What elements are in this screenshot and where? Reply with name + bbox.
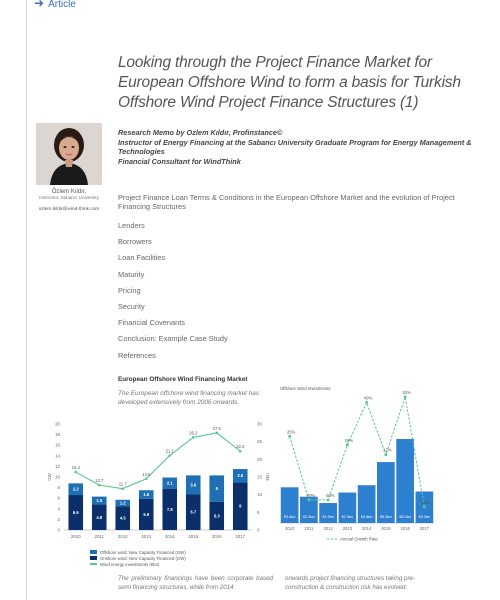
bar-label-onshore: 4.8 — [96, 514, 103, 520]
bar-label-onshore: 6.7 — [190, 509, 197, 515]
x-tick-label: 2015 — [188, 534, 199, 539]
section-description: The European offshore wind financing market has developed extensively from 2006 onwards. — [118, 390, 260, 406]
x-tick-label: 2011 — [94, 534, 104, 539]
x-tick-label: 2015 — [381, 526, 391, 531]
x-tick-label: 2012 — [323, 526, 333, 531]
toc-item: Loan Facilities — [118, 253, 166, 263]
x-tick-label: 2014 — [361, 526, 372, 531]
y-tick-label: 2 — [57, 516, 60, 522]
line-label: 49% — [364, 395, 373, 401]
x-tick-label: 2017 — [235, 534, 246, 539]
y2-tick-label: 15 — [257, 474, 262, 480]
bar-label: €5.8bn — [380, 515, 392, 519]
y2-tick-label: 30 — [257, 421, 262, 427]
line-label: 19% — [344, 437, 353, 443]
intro-paragraph: Project Finance Loan Terms & Conditions in the European Offshore Market and the evolution of Project Financing Structures — [118, 193, 455, 212]
toc-item: Maturity — [118, 269, 145, 279]
author-photo — [36, 123, 102, 185]
bar-label-offshore: 1.6 — [143, 491, 150, 497]
portrait-image — [36, 123, 102, 185]
y2-tick-label: 10 — [257, 492, 262, 498]
bar-label-offshore: 2.5 — [237, 473, 244, 479]
x-tick-label: 2017 — [419, 526, 430, 531]
author-role: Instructor, Sabancı University — [39, 195, 99, 200]
legend-item — [90, 561, 276, 567]
line-label: 12.7 — [95, 478, 104, 484]
x-tick-label: 2010 — [284, 526, 295, 531]
bar-label: €3.0bn — [418, 515, 431, 519]
bar-label: €2.9bn — [341, 515, 354, 519]
y-axis-label: GW — [47, 473, 52, 481]
line-point — [192, 436, 195, 439]
line-point — [239, 450, 242, 453]
y2-tick-label: 0 — [257, 527, 260, 533]
line-point — [288, 435, 291, 438]
chart-offshore-svg — [272, 384, 434, 574]
line-point — [168, 454, 171, 457]
bar-label: €3.4bn — [283, 515, 296, 519]
y-tick-label: 18 — [55, 432, 60, 438]
header-article-label — [34, 0, 76, 10]
bar-label-offshore: 2.1 — [166, 480, 173, 486]
legend-label: Wind energy investments (€bn) — [100, 561, 160, 567]
y-tick-label: 14 — [55, 453, 60, 459]
legend-label: Offshore wind: New Capacity Financed (GW) — [100, 549, 186, 555]
chart1-legend — [90, 549, 276, 567]
bar-label-offshore: 1.2 — [119, 500, 126, 506]
author-name: Özlem Kıldır, — [51, 189, 87, 195]
y-tick-label: 20 — [55, 421, 60, 427]
bar-label-offshore: 2.2 — [72, 486, 79, 492]
bar-label-onshore: 9 — [239, 503, 242, 509]
line-label: 12% — [383, 447, 392, 453]
line-point — [327, 499, 330, 502]
line-point — [121, 487, 124, 490]
toc-item: Security — [118, 301, 145, 311]
memo-block — [118, 128, 488, 166]
line-label: 16.4 — [71, 465, 80, 471]
author-email[interactable]: ozlem.kildir@wind-think.com — [38, 207, 100, 212]
memo-line-1: Research Memo by Ozlem Kıldır, Profinstance© — [118, 128, 283, 137]
x-tick-label: 2012 — [117, 534, 128, 539]
y-tick-label: 12 — [55, 463, 60, 469]
line-label: 22.3 — [236, 444, 245, 450]
line-label: -20% — [324, 492, 335, 498]
article-title: Looking through the Project Finance Market for European Offshore Wind to form a basis for Turkish Offshore Wind Project Finance Structures (1) — [118, 54, 461, 111]
y2-tick-label: 20 — [257, 456, 262, 462]
bar-investment — [396, 439, 414, 523]
body-text-left: The preliminary financings have been corporate based semi financing structures, while from 2014 — [118, 575, 273, 591]
bar-label-onshore: 7.8 — [166, 506, 173, 512]
toc-item: Lenders — [118, 221, 145, 230]
y-tick-label: 10 — [55, 474, 60, 480]
line-point — [74, 471, 77, 474]
toc-item: Financial Covenants — [118, 318, 185, 328]
bar-label-offshore: 5 — [215, 486, 218, 492]
legend-label: Annual Growth Rate — [340, 536, 378, 542]
x-tick-label: 2013 — [342, 526, 353, 531]
bar-investment — [377, 462, 395, 523]
y-tick-label: 6 — [57, 495, 60, 501]
x-tick-label: 2011 — [304, 526, 314, 531]
toc-item: Conclusion: Example Case Study — [118, 334, 228, 344]
chart-capacity-financed — [44, 418, 276, 567]
line-point — [215, 432, 218, 435]
x-tick-label: 2010 — [70, 534, 81, 539]
memo-line-2: Instructor of Energy Financing at the Sabancı University Graduate Program for Energy Management & Technologies — [118, 137, 472, 157]
arrow-icon: ➜ — [34, 0, 45, 10]
y2-tick-label: 5 — [257, 509, 260, 515]
line-point — [346, 444, 349, 447]
chart-offshore-investments — [272, 384, 434, 579]
section-title: European Offshore Wind Financing Market — [118, 376, 248, 383]
legend-swatch — [90, 563, 97, 565]
bar-label-onshore: 6.6 — [72, 510, 79, 516]
x-tick-label: 2016 — [400, 526, 410, 531]
bar-label: €1.9bn — [322, 515, 334, 519]
line-label: -20% — [305, 492, 316, 498]
body-text-right: onwards project financing structures taking pre-construction & construction risk has evolved. — [285, 575, 416, 591]
bar-label: €2.5bn — [303, 515, 315, 519]
line-label: 14.5 — [142, 471, 151, 477]
y2-axis-label: €bn — [265, 473, 270, 481]
bar-label-offshore: 3.6 — [190, 482, 197, 488]
header-label-text: Article — [48, 0, 76, 10]
y2-tick-label: 25 — [257, 439, 262, 445]
line-label: 26.2 — [189, 430, 198, 436]
chart-capacity-svg — [44, 418, 276, 543]
line-point — [404, 396, 407, 399]
legend-swatch — [90, 556, 97, 560]
y-tick-label: 0 — [57, 527, 60, 533]
line-label: 11.7 — [118, 481, 127, 487]
legend-label: Onshore wind: New Capacity Financed (GW) — [100, 555, 186, 561]
bar-label-onshore: 5.3 — [213, 513, 220, 519]
line-point — [365, 401, 368, 404]
line-label: -25% — [421, 499, 431, 505]
x-tick-label: 2013 — [141, 534, 152, 539]
toc-item: Borrowers — [118, 237, 152, 247]
bar-label: €8.0bn — [399, 515, 411, 519]
chart-title: Offshore Wind Investments — [280, 386, 331, 391]
line-point — [423, 506, 426, 509]
table-of-contents — [118, 221, 488, 367]
legend-swatch — [90, 550, 97, 554]
x-tick-label: 2016 — [211, 534, 222, 539]
bar-label-onshore: 4.5 — [119, 515, 126, 521]
line-label: 21.1 — [165, 448, 174, 454]
bar-label-offshore: 1.5 — [96, 498, 103, 504]
line-point — [98, 484, 101, 487]
line-label: 53% — [402, 389, 411, 395]
toc-item: Pricing — [118, 285, 141, 295]
memo-line-3: Financial Consultant for WindThink — [118, 156, 241, 166]
y-tick-label: 8 — [57, 485, 60, 491]
bar-investment — [319, 503, 337, 523]
line-point — [308, 499, 311, 502]
y-tick-label: 4 — [57, 506, 60, 512]
x-tick-label: 2014 — [164, 534, 175, 539]
line-label: 25% — [287, 429, 296, 435]
bar-label-onshore: 5.9 — [143, 511, 150, 517]
y-tick-label: 16 — [55, 442, 60, 448]
line-point — [145, 477, 148, 480]
toc-item: References — [118, 350, 156, 360]
line-label: 27.5 — [212, 425, 221, 431]
line-point — [385, 453, 388, 456]
bar-label: €3.6bn — [360, 515, 373, 519]
page-margin-rule — [26, 0, 27, 600]
